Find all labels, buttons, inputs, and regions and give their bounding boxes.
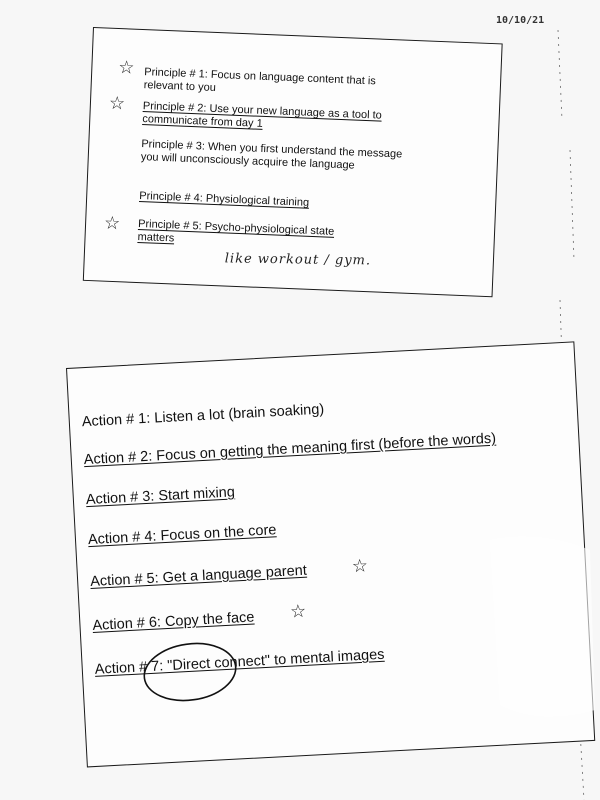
action-7: Action # 7: "Direct connect" to mental images <box>94 646 385 678</box>
star-icon: ☆ <box>117 57 135 79</box>
page-date: 10/10/21 <box>496 15 545 26</box>
scan-smudge <box>480 530 600 730</box>
star-icon: ☆ <box>108 92 126 115</box>
principle-4: Principle # 4: Physiological training <box>139 189 310 209</box>
action-4: Action # 4: Focus on the core <box>87 522 277 549</box>
hand-drawn-circle <box>140 640 240 704</box>
action-6: Action # 6: Copy the face <box>92 609 255 634</box>
action-3: Action # 3: Start mixing <box>85 484 236 509</box>
action-1: Action # 1: Listen a lot (brain soaking) <box>81 401 325 431</box>
star-icon: ☆ <box>289 600 307 623</box>
principles-card <box>83 27 503 297</box>
action-5: Action # 5: Get a language parent <box>89 562 308 591</box>
principle-3: Principle # 3: When you first understand the message you will unconsciously acquire the language <box>140 138 403 172</box>
principle-2: Principle # 2: Use your new language as a tool to communicate from day 1 <box>142 100 383 130</box>
star-icon: ☆ <box>103 212 121 235</box>
action-2: Action # 2: Focus on getting the meaning first (before the words) <box>83 430 497 469</box>
star-icon: ☆ <box>351 555 369 578</box>
principle-1: Principle # 1: Focus on language content that is relevant to you <box>143 66 377 94</box>
principle-5: Principle # 5: Psycho-physiological state matters <box>137 217 335 245</box>
handwritten-note: like workout / gym. <box>224 251 372 269</box>
